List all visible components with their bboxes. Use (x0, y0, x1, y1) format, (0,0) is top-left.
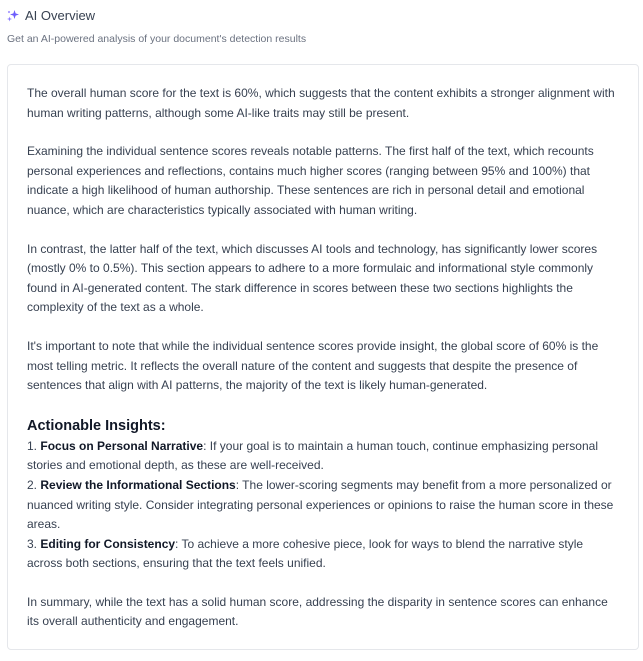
sparkle-icon (6, 9, 20, 23)
insight-text: : The lower-scoring segments may benefit from a more personalized or nuanced writing style. Consider integrating personal experiences or opinions to raise the human score in these areas. (27, 477, 614, 532)
actionable-insights (27, 415, 621, 574)
overview-paragraph: It's important to note that while the individual sentence scores provide insight, the global score of 60% is the most telling metric. It reflects the overall nature of the content and suggests that despite the presence of sentences that align with AI patterns, the majority of the text is likely human-generated. (27, 338, 599, 393)
insight-number: 1. (27, 438, 38, 453)
overview-paragraph: The overall human score for the text is 60%, which suggests that the content exhibits a stronger alignment with human writing patterns, although some AI-like traits may still be present. (27, 86, 615, 120)
insight-text: : If your goal is to maintain a human touch, continue emphasizing personal stories and emotional depth, as these are well-received. (27, 438, 598, 473)
insight-item (27, 437, 621, 476)
insight-item (27, 476, 621, 535)
overview-paragraph: In contrast, the latter half of the text, which discusses AI tools and technology, has significantly lower scores (mostly 0% to 0.5%). This section appears to adhere to a more formulaic and informational style commonly found in AI-generated content. The stark difference in scores between these two sections highlights the complexity of the text as a whole. (27, 241, 598, 315)
insight-item (27, 535, 621, 574)
overview-card (7, 64, 639, 650)
insight-title: Focus on Personal Narrative (40, 438, 204, 453)
insight-text: : To achieve a more cohesive piece, look for ways to blend the narrative style across both sections, ensuring that the text feels unified. (27, 536, 584, 571)
insight-number: 3. (27, 536, 38, 551)
page-title: AI Overview (25, 8, 96, 23)
insight-title: Review the Informational Sections (40, 477, 236, 492)
page-subtitle: Get an AI-powered analysis of your document's detection results (7, 33, 307, 45)
insight-number: 2. (27, 477, 38, 492)
insight-title: Editing for Consistency (40, 536, 176, 551)
summary-paragraph: In summary, while the text has a solid human score, addressing the disparity in sentence scores can enhance its overall authenticity and engagement. (27, 594, 608, 629)
insights-heading: Actionable Insights: (27, 417, 166, 434)
ai-overview-header (6, 8, 95, 23)
overview-paragraph: Examining the individual sentence scores reveals notable patterns. The first half of the text, which recounts personal experiences and reflections, contains much higher scores (ranging between 95% and 100%) that indicate a high likelihood of human authorship. These sentences are rich in personal detail and emotional nuance, which are characteristics typically associated with human writing. (27, 144, 594, 217)
